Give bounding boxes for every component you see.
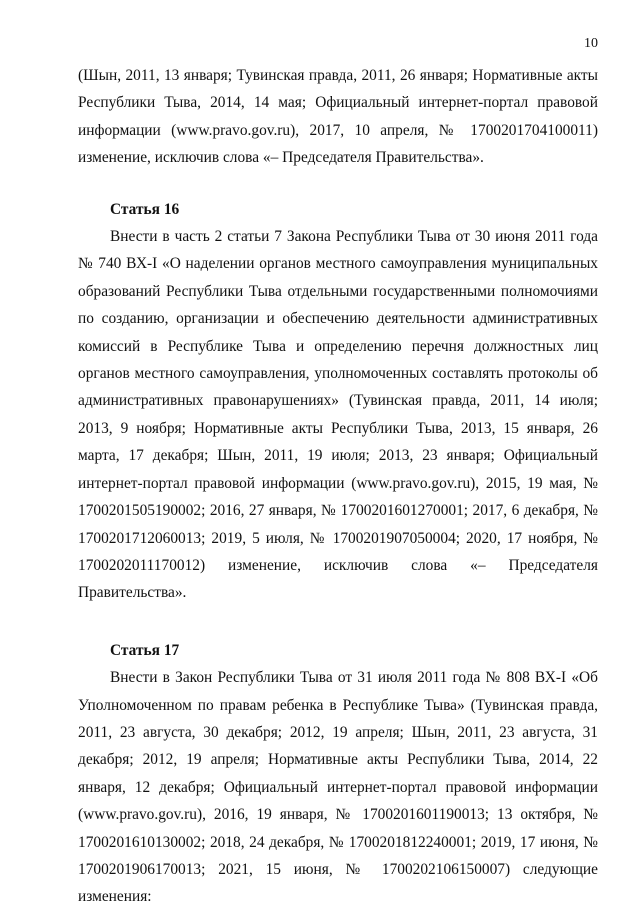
page-number: 10 bbox=[584, 36, 598, 51]
article-16-text: Внести в часть 2 статьи 7 Закона Республики Тыва от 30 июня 2011 года № 740 ВХ-I «О наделении органов местного самоуправления муниципальных образований Республики Тыва отдельными государственными полномочиями по созданию, организации и обеспечению деятельности административных комиссий в Республике Тыва и определению перечня должностных лиц органов местного самоуправления, уполномоченных составлять протоколы об административных правонарушениях» (Тувинская правда, 2011, 14 июля; 2013, 9 ноября; Нормативные акты Республики Тыва, 2013, 15 января, 26 марта, 17 декабря; Шын, 2011, 19 июля; 2013, 23 января; Официальный интернет-портал правовой информации (www.pravo.gov.ru), 2015, 19 мая, № 1700201505190002; 2016, 27 января, № 1700201601270001; 2017, 6 декабря, № 1700201712060013; 2019, 5 июля, № 1700201907050004; 2020, 17 ноября, № 1700202011170012) изменение, исключив слова «– Председателя Правительства». bbox=[78, 228, 598, 602]
continuation-paragraph: (Шын, 2011, 13 января; Тувинская правда, 2011, 26 января; Нормативные акты Республики Тыва, 2014, 14 мая; Официальный интернет-портал правовой информации (www.pravo.gov.ru), 2017, 10 апреля, № 1700201704100011) изменение, исключив слова «– Председателя Правительства». bbox=[78, 67, 598, 167]
spacer bbox=[78, 172, 598, 196]
article-17-heading: Статья 17 bbox=[110, 641, 180, 659]
article-17-text: Внести в Закон Республики Тыва от 31 июля 2011 года № 808 ВХ-I «Об Уполномоченном по правам ребенка в Республике Тыва» (Тувинская правда, 2011, 23 августа, 30 декабря; 2012, 19 апреля; Шын, 2011, 23 августа, 31 декабря; 2012, 19 апреля; Нормативные акты Республики Тыва, 2014, 22 января, 12 декабря; Официальный интернет-портал правовой информации (www.pravo.gov.ru), 2016, 19 января, № 1700201601190013; 13 октября, № 1700201610130002; 2018, 24 декабря, № 1700201812240001; 2019, 17 июня, № 1700201906170013; 2021, 15 июня, № 1700202106150007) следующие изменения: bbox=[78, 669, 598, 906]
document-body bbox=[78, 62, 598, 911]
article-16-heading: Статья 16 bbox=[110, 200, 180, 218]
spacer bbox=[78, 607, 598, 637]
